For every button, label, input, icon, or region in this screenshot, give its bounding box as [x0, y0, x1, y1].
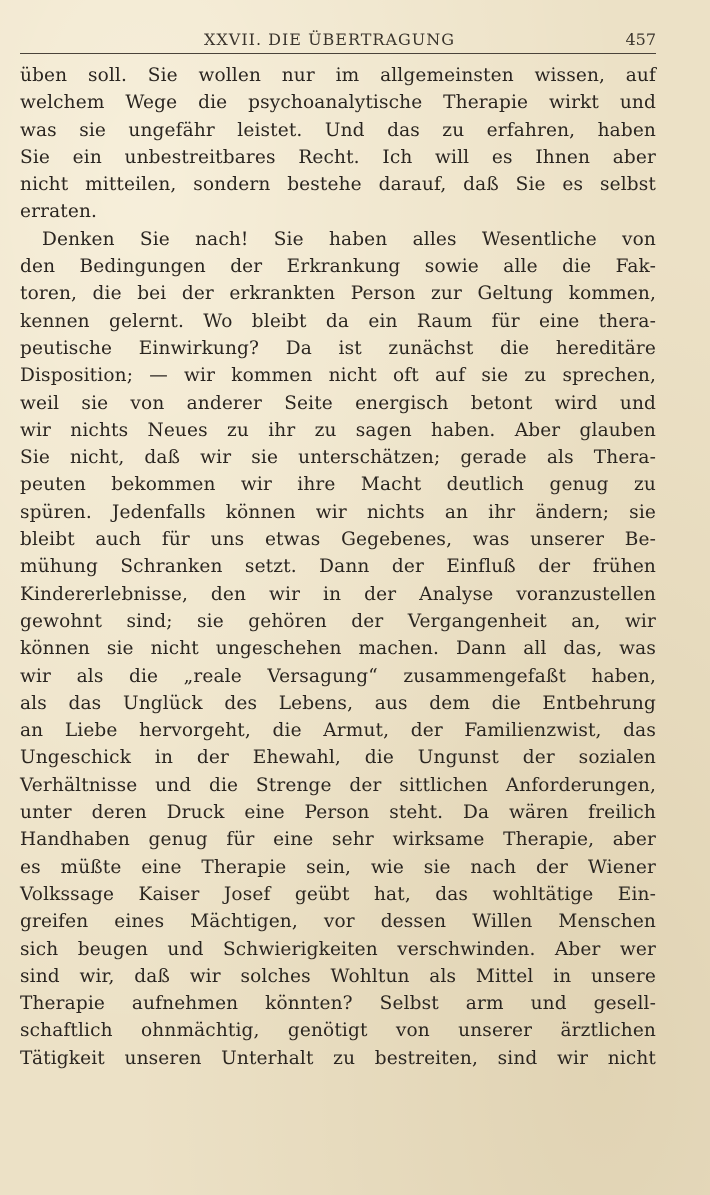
- text-line: Disposition; — wir kommen nicht oft auf sie zu sprechen,: [20, 365, 656, 387]
- text-line: Sie ein unbestreitbares Recht. Ich will es Ihnen aber: [20, 146, 656, 168]
- book-page: [20, 0, 656, 1195]
- text-line: gewohnt sind; sie gehören der Vergangenheit an, wir: [20, 610, 656, 632]
- text-line: Volkssage Kaiser Josef geübt hat, das wohltätige Ein-: [20, 883, 656, 905]
- text-line: Denken Sie nach! Sie haben alles Wesentliche von: [42, 228, 656, 250]
- paragraph-1: [20, 62, 656, 226]
- page-number: 457: [625, 30, 656, 49]
- text-line: sich beugen und Schwierigkeiten verschwinden. Aber wer: [20, 938, 656, 960]
- text-line: spüren. Jedenfalls können wir nichts an ihr ändern; sie: [20, 501, 656, 523]
- text-line: wir nichts Neues zu ihr zu sagen haben. Aber glauben: [20, 419, 656, 441]
- text-line: Handhaben genug für eine sehr wirksame Therapie, aber: [20, 829, 656, 851]
- text-line: nicht mitteilen, sondern bestehe darauf, daß Sie es selbst: [20, 174, 656, 196]
- text-line: Tätigkeit unseren Unterhalt zu bestreiten, sind wir nicht: [20, 1047, 656, 1069]
- text-line: an Liebe hervorgeht, die Armut, der Familienzwist, das: [20, 720, 656, 742]
- header-rule: [20, 53, 656, 54]
- running-title: XXVII. DIE ÜBERTRAGUNG: [204, 30, 456, 49]
- text-line: Kindererlebnisse, den wir in der Analyse voranzustellen: [20, 583, 656, 605]
- text-line: Sie nicht, daß wir sie unterschätzen; gerade als Thera-: [20, 447, 656, 469]
- text-line: Verhältnisse und die Strenge der sittlichen Anforderungen,: [20, 774, 656, 796]
- body-text: [20, 62, 656, 1072]
- text-line: den Bedingungen der Erkrankung sowie alle die Fak-: [20, 256, 656, 278]
- text-line: peuten bekommen wir ihre Macht deutlich genug zu: [20, 474, 656, 496]
- text-line: toren, die bei der erkrankten Person zur Geltung kommen,: [20, 283, 656, 305]
- text-line: peutische Einwirkung? Da ist zunächst die hereditäre: [20, 337, 656, 359]
- text-line: was sie ungefähr leistet. Und das zu erfahren, haben: [20, 119, 656, 141]
- text-line: weil sie von anderer Seite energisch betont wird und: [20, 392, 656, 414]
- text-line: schaftlich ohnmächtig, genötigt von unserer ärztlichen: [20, 1020, 656, 1042]
- text-line: üben soll. Sie wollen nur im allgemeinsten wissen, auf: [20, 65, 656, 86]
- text-line: mühung Schranken setzt. Dann der Einfluß der frühen: [20, 556, 656, 578]
- text-line: als das Unglück des Lebens, aus dem die Entbehrung: [20, 692, 656, 714]
- text-line: sind wir, daß wir solches Wohltun als Mittel in unsere: [20, 965, 656, 987]
- text-line: wir als die „reale Versagung“ zusammengefaßt haben,: [20, 665, 656, 687]
- text-line: unter deren Druck eine Person steht. Da wären freilich: [20, 802, 656, 824]
- paragraph-2: [20, 226, 656, 1072]
- text-line: kennen gelernt. Wo bleibt da ein Raum für eine thera-: [20, 310, 656, 332]
- text-line: Therapie aufnehmen könnten? Selbst arm und gesell-: [20, 993, 656, 1015]
- text-line: welchem Wege die psychoanalytische Therapie wirkt und: [20, 92, 656, 114]
- running-header: [20, 30, 656, 52]
- text-line: Ungeschick in der Ehewahl, die Ungunst der sozialen: [20, 747, 656, 769]
- text-line: können sie nicht ungeschehen machen. Dann all das, was: [20, 638, 656, 660]
- text-line: es müßte eine Therapie sein, wie sie nach der Wiener: [20, 856, 656, 878]
- text-line: erraten.: [20, 201, 98, 223]
- text-line: bleibt auch für uns etwas Gegebenes, was unserer Be-: [20, 529, 656, 551]
- text-line: greifen eines Mächtigen, vor dessen Willen Menschen: [20, 911, 656, 933]
